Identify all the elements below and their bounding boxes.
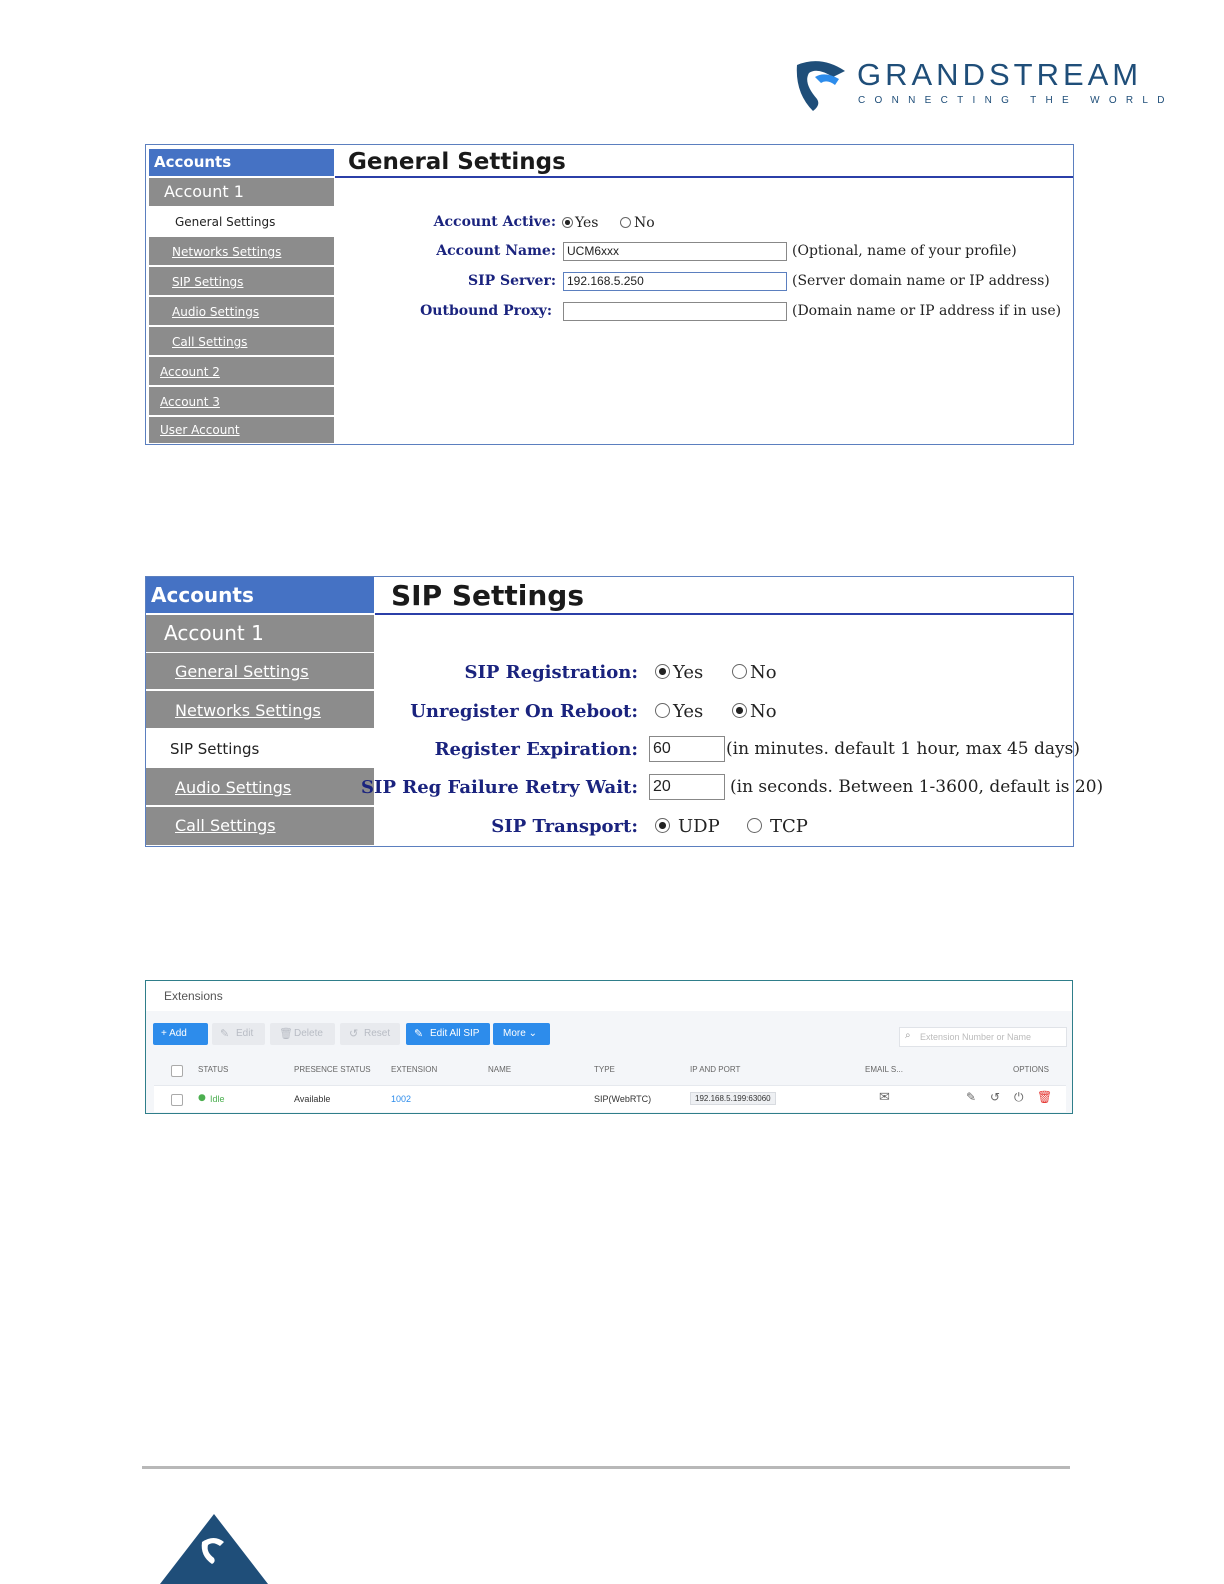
sip-server-input[interactable]: 192.168.5.250 [563,272,787,291]
register-expiration-input[interactable]: 60 [649,736,725,762]
sip-transport-tcp-label: TCP [770,816,808,837]
column-header-status[interactable]: STATUS [198,1065,229,1074]
sidebar-item-call-settings[interactable]: Call Settings [146,807,374,845]
outbound-proxy-hint: (Domain name or IP address if in use) [792,303,1062,319]
title-divider [335,176,1073,178]
unregister-no-label: No [750,701,777,722]
sip-transport-label: SIP Transport: [491,816,638,837]
sidebar-header: Accounts [146,577,374,613]
sidebar-item-sip-settings[interactable]: SIP Settings [149,267,334,297]
unregister-on-reboot-label: Unregister On Reboot: [410,701,638,722]
account-active-yes-radio[interactable] [562,217,573,228]
sip-registration-yes-label: Yes [673,662,704,683]
sidebar-header: Accounts [149,149,334,176]
edit-icon[interactable]: ✎ [966,1090,977,1104]
sidebar-item-networks-settings[interactable]: Networks Settings [149,237,334,267]
chevron-down-icon: ⌄ [528,1028,537,1039]
add-button[interactable]: + Add [153,1023,208,1045]
edit-icon: ✎ [220,1027,230,1040]
footer-logo-icon [158,1512,270,1584]
sip-registration-label: SIP Registration: [464,662,638,683]
sidebar-item-audio-settings[interactable]: Audio Settings [149,297,334,327]
sidebar-item-audio-settings[interactable]: Audio Settings [146,768,374,807]
column-header-type[interactable]: TYPE [594,1065,615,1074]
sidebar-item-sip-settings[interactable]: SIP Settings [146,730,374,768]
search-icon: ⌕ [905,1030,911,1041]
account-active-no-radio[interactable] [620,217,631,228]
sidebar-item-account-3[interactable]: Account 3 [149,387,334,417]
outbound-proxy-input[interactable] [563,302,787,321]
title-divider [375,613,1073,615]
row-type: SIP(WebRTC) [594,1094,652,1104]
row-presence: Available [294,1094,331,1104]
sip-server-hint: (Server domain name or IP address) [792,273,1050,289]
logo-tagline: CONNECTING THE WORLD [858,95,1174,106]
logo-wordmark: GRANDSTREAM [857,57,1143,92]
account-active-yes-label: Yes [575,215,599,231]
sip-transport-udp-radio[interactable] [655,818,670,833]
column-header-options: OPTIONS [1013,1065,1050,1074]
row-ip-port: 192.168.5.199:63060 [690,1092,776,1105]
page-title: General Settings [348,149,566,175]
sip-transport-tcp-radio[interactable] [747,818,762,833]
column-header-email[interactable]: EMAIL S... [865,1065,903,1074]
row-status: Idle [210,1094,225,1104]
footer-divider [142,1466,1070,1469]
sip-server-label: SIP Server: [467,273,556,289]
delete-icon[interactable]: 🗑 [1037,1090,1053,1104]
account-name-label: Account Name: [436,243,556,259]
sip-registration-no-label: No [750,662,777,683]
status-dot-icon: ● [198,1093,206,1103]
account-active-label: Account Active: [433,214,556,230]
search-input[interactable]: Extension Number or Name [899,1027,1067,1047]
column-header-ip-port[interactable]: IP AND PORT [690,1065,741,1074]
account-name-input[interactable]: UCM6xxx [563,242,787,261]
sidebar-account-1[interactable]: Account 1 [146,615,374,652]
sip-transport-udp-label: UDP [678,816,720,837]
select-all-checkbox[interactable] [171,1065,183,1077]
extensions-title: Extensions [164,989,223,1003]
sidebar-item-account-2[interactable]: Account 2 [149,357,334,387]
sidebar-account-1[interactable]: Account 1 [149,178,334,206]
more-button[interactable] [493,1023,550,1045]
row-checkbox[interactable] [171,1094,183,1106]
sidebar-item-general-settings[interactable]: General Settings [146,653,374,691]
sidebar-item-call-settings[interactable]: Call Settings [149,327,334,357]
column-header-extension[interactable]: EXTENSION [391,1065,438,1074]
unregister-yes-radio[interactable] [655,703,670,718]
register-expiration-hint: (in minutes. default 1 hour, max 45 days) [726,739,1080,759]
retry-wait-label: SIP Reg Failure Retry Wait: [361,777,638,798]
grandstream-swirl-icon [795,57,849,113]
reset-icon: ↺ [349,1027,359,1040]
column-header-presence[interactable]: PRESENCE STATUS [294,1065,371,1074]
history-icon[interactable]: ↺ [990,1090,1001,1104]
sidebar-item-networks-settings[interactable]: Networks Settings [146,691,374,730]
sip-settings-panel [145,576,1104,847]
register-expiration-label: Register Expiration: [434,739,638,760]
edit-all-icon: ✎ [414,1027,424,1040]
account-name-hint: (Optional, name of your profile) [792,243,1017,259]
power-icon[interactable]: ⏻ [1014,1090,1024,1104]
extensions-panel [145,980,1073,1114]
trash-icon: 🗑 [279,1027,293,1040]
sip-registration-yes-radio[interactable] [655,664,670,679]
retry-wait-hint: (in seconds. Between 1-3600, default is 20) [730,777,1104,797]
delete-button[interactable]: Delete [270,1023,335,1045]
column-header-name[interactable]: NAME [488,1065,512,1074]
edit-button[interactable]: Edit [212,1023,265,1045]
sidebar-item-general-settings[interactable]: General Settings [149,208,334,236]
edit-all-sip-button[interactable]: Edit All SIP [406,1023,490,1045]
sip-registration-no-radio[interactable] [732,664,747,679]
reset-button[interactable]: Reset [340,1023,400,1045]
page-title: SIP Settings [391,579,585,612]
unregister-no-radio[interactable] [732,703,747,718]
unregister-yes-label: Yes [673,701,704,722]
general-settings-panel [145,144,1074,445]
sidebar-item-user-account[interactable]: User Account [149,417,334,443]
retry-wait-input[interactable]: 20 [649,774,725,800]
outbound-proxy-label: Outbound Proxy: [420,303,552,319]
grandstream-logo [795,55,1174,115]
email-icon[interactable]: ✉ [879,1090,890,1105]
more-label: More [503,1028,526,1039]
account-active-no-label: No [634,215,655,231]
row-extension[interactable]: 1002 [391,1094,412,1104]
